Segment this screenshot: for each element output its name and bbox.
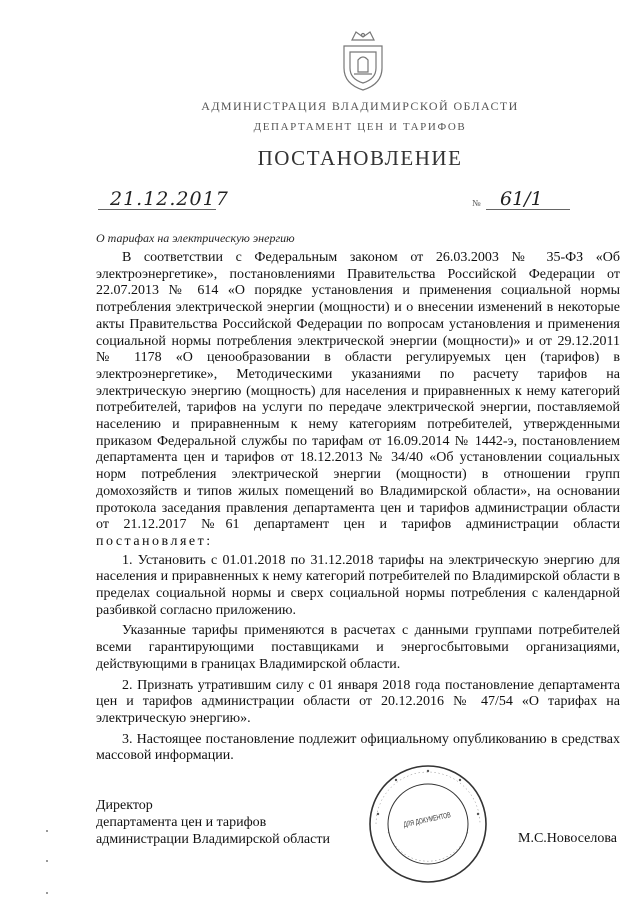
margin-dot — [46, 892, 48, 894]
signer-administration: администрации Владимирской области — [96, 832, 330, 847]
number-label: № — [472, 198, 481, 208]
organization-name: АДМИНИСТРАЦИЯ ВЛАДИМИРСКОЙ ОБЛАСТИ — [201, 99, 519, 113]
signer-name: М.С.Новоселова — [518, 831, 617, 846]
item-1-paragraph: 1. Установить с 01.01.2018 по 31.12.2018 тарифы на электрическую энергию для населения и приравненных к нему категорий потребителей по Владимирской области в пределах социальной нормы и сверх социальной нормы потребления с календарной разбивкой согласно приложению. — [96, 552, 620, 618]
signer-position: Директор — [96, 798, 153, 813]
coat-of-arms-icon — [330, 26, 396, 94]
document-type-title: ПОСТАНОВЛЕНИЕ — [257, 146, 463, 170]
department-name: ДЕПАРТАМЕНТ ЦЕН И ТАРИФОВ — [253, 121, 467, 133]
tariff-application-paragraph: Указанные тарифы применяются в расчетах с данными группами потребителей всеми гарантирующими поставщиками и энергосбытовыми организациями, действующими в границах Владимирской области. — [96, 623, 620, 672]
official-stamp — [366, 762, 490, 886]
document-subject: О тарифах на электрическую энергию — [96, 231, 295, 245]
signer-department: департамента цен и тарифов — [96, 815, 267, 830]
document-number: 61/1 — [500, 188, 543, 210]
stamp-center-text: ДЛЯ ДОКУМЕНТОВ — [402, 805, 473, 829]
signature-block — [96, 797, 330, 848]
date-underline — [98, 209, 216, 210]
document-date: 21.12.2017 — [110, 188, 229, 210]
item-3-paragraph: 3. Настоящее постановление подлежит официальному опубликованию в средствах массовой информации. — [96, 731, 620, 764]
document-body — [96, 250, 620, 769]
number-underline — [486, 209, 570, 210]
margin-dot — [46, 860, 48, 862]
item-2-paragraph: 2. Признать утратившим силу с 01 января 2018 года постановление департамента цен и тарифов администрации области от 20.12.2016 № 47/54 «О тарифах на электрическую энергию». — [96, 677, 620, 726]
preamble-paragraph: В соответствии с Федеральным законом от 26.03.2003 № 35-ФЗ «Об электроэнергетике», постановлениями Правительства Российской Федерации от 22.07.2013 № 614 «О порядке установления и применения социальной нормы потребления электрической энергии (мощности) и о внесении изменений в некоторые акты Правительства Российской Федерации по вопросам установления и применения социальной нормы потребления электрической энергии (мощности)» и от 29.12.2011 № 1178 «О ценообразовании в области регулируемых цен (тарифов) в электроэнергетике», Методическими указаниями по расчету тарифов на электрическую энергию (мощность) для населения и приравненных к нему категорий потребителей, тарифов на услуги по передаче электрической энергии, поставляемой населению и приравненным к нему категориям потребителей, утвержденными приказом Федеральной службы по тарифам от 16.09.2014 № 1442-э, постановлением департамента цен и тарифов от 18.12.2013 № 34/40 «Об установлении социальных норм потребления электрической энергии (мощности) в отношении групп домохозяйств и типов жилых помещений во Владимирской области», на основании протокола заседания правления департамента цен и тарифов администрации области от 21.12.2017 №61 департамент цен и тарифов администрации области постановляет: — [96, 250, 620, 549]
decree-word: постановляет: — [96, 533, 213, 549]
margin-dot — [46, 830, 48, 832]
